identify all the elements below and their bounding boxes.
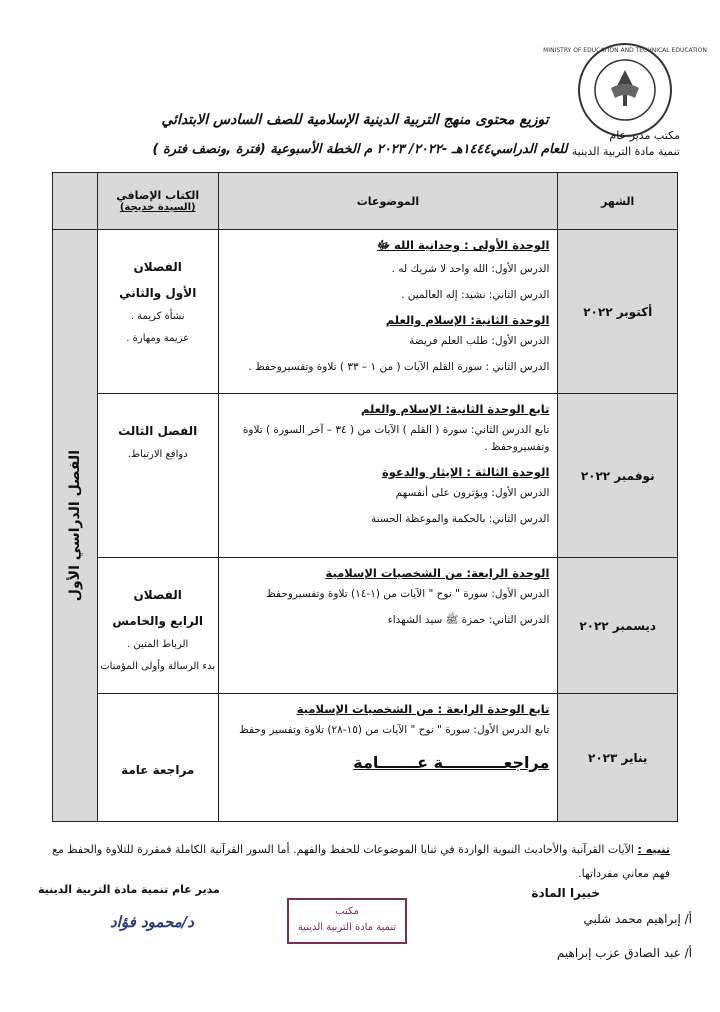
note-label: تنبيه : (637, 843, 670, 856)
header-term (53, 173, 98, 230)
lesson: الدرس الأول: الله واحد لا شريك له . (391, 263, 550, 275)
experts-title: خبيرا المادة (531, 886, 600, 900)
term-cell (53, 230, 98, 822)
page-subtitle: للعام الدراسي١٤٤٤هـ -٢٠٢٢/ ٢٠٢٣ م الخطة الأسبوعية (فترة ,ونصف فترة ) (152, 142, 568, 157)
unit-title: الوحدة الرابعة: من الشخصيات الإسلامية (325, 566, 550, 580)
month-cell: ديسمبر ٢٠٢٢ (558, 558, 678, 694)
svg-text:MINISTRY OF EDUCATION AND TECH: MINISTRY OF EDUCATION AND TECHNICAL EDUCATION (543, 47, 707, 54)
office-stamp: مكتب تنمية مادة التربية الدينية (287, 898, 407, 944)
month-cell: نوفمبر ٢٠٢٢ (558, 394, 678, 558)
topics-cell (218, 230, 558, 394)
lesson: تابع الدرس الثاني: سورة ( القلم ) الآيات من ( ٣٤ – آخر السورة ) تلاوة وتفسيروحفظ . (242, 424, 550, 453)
book-cell: الفصلان الرابع والخامس الرباط المتين . بدء الرسالة وأولى المؤمنات (97, 558, 218, 694)
expert-name-2: أ/ عبد الصادق عزب إبراهيم (556, 946, 692, 960)
lesson: الدرس الثاني: حمزة ﷺ سيد الشهداء (387, 614, 550, 626)
lesson: الدرس الثاني: نشيد: إله العالمين . (401, 289, 550, 301)
topics-cell (218, 558, 558, 694)
lesson: الدرس الثاني : سورة القلم الآيات ( من ١ – ٣٣ ) تلاوة وتفسيروحفظ . (248, 361, 550, 373)
month-cell: يناير ٢٠٢٣ (558, 694, 678, 822)
table-row (53, 558, 678, 694)
office-line1: مكتب مدير عام (609, 129, 680, 142)
expert-name-1: أ/ إبراهيم محمد شلبي (583, 912, 692, 926)
lesson: تابع الدرس الأول: سورة " نوح " الآيات من (١٥-٢٨) تلاوة وتفسير وحفظ (239, 724, 550, 736)
note (40, 838, 670, 886)
lesson: الدرس الثاني: بالحكمة والموعظة الحسنة (370, 513, 550, 525)
book-cell: مراجعة عامة (97, 694, 218, 822)
unit-title: تابع الوحدة الثانية: الإسلام والعلم (360, 402, 550, 416)
manager-title: مدير عام تنمية مادة التربية الدينية (38, 883, 220, 896)
topics-cell (218, 694, 558, 822)
book-cell: الفصل الثالث دوافع الارتباط. (97, 394, 218, 558)
month-cell: أكتوبر ٢٠٢٢ (558, 230, 678, 394)
table-row (53, 230, 678, 394)
unit-title: الوحدة الأولى : وحدانية الله ﷻ (377, 238, 550, 252)
table-header-row (53, 173, 678, 230)
office-line2: تنمية مادة التربية الدينية (571, 145, 680, 158)
term-label: الفصل الدراسي الأول (66, 449, 83, 602)
lesson: الدرس الأول: ويؤثرون على أنفسهم (395, 487, 550, 499)
note-text: الآيات القرآنية والأحاديث النبوية الواردة في ثنايا الموضوعات للحفظ والفهم. أما السور القرآنية الكاملة فمقررة للتلاوة والحفظ مع فهم معاني مفرداتها. (52, 843, 670, 880)
book-cell: الفصلان الأول والثاني نشأة كريمة . عزيمة ومهارة . (97, 230, 218, 394)
general-review: مراجعـــــــــــة عـــــــامة (353, 753, 550, 772)
curriculum-table (52, 172, 678, 822)
lesson: الدرس الأول: طلب العلم فريضة (409, 335, 550, 347)
unit-title: الوحدة الثالثة : الإيثار والدعوة (381, 465, 550, 479)
header-book: الكتاب الإضافي (السيدة خديجة) (97, 173, 218, 230)
header-topics: الموضوعات (218, 173, 558, 230)
page-title: توزيع محتوى منهج التربية الدينية الإسلامية للصف السادس الابتدائي (161, 112, 549, 128)
manager-signature: د/محمود فؤاد (110, 913, 194, 931)
table-row (53, 394, 678, 558)
unit-title: الوحدة الثانية: الإسلام والعلم (385, 313, 550, 327)
lesson: الدرس الأول: سورة " نوح " الآيات من (١-١٤) تلاوة وتفسيروحفظ (266, 588, 550, 600)
header-month: الشهر (558, 173, 678, 230)
table-row (53, 694, 678, 822)
topics-cell (218, 394, 558, 558)
unit-title: تابع الوحدة الرابعة : من الشخصيات الإسلامية (296, 702, 550, 716)
